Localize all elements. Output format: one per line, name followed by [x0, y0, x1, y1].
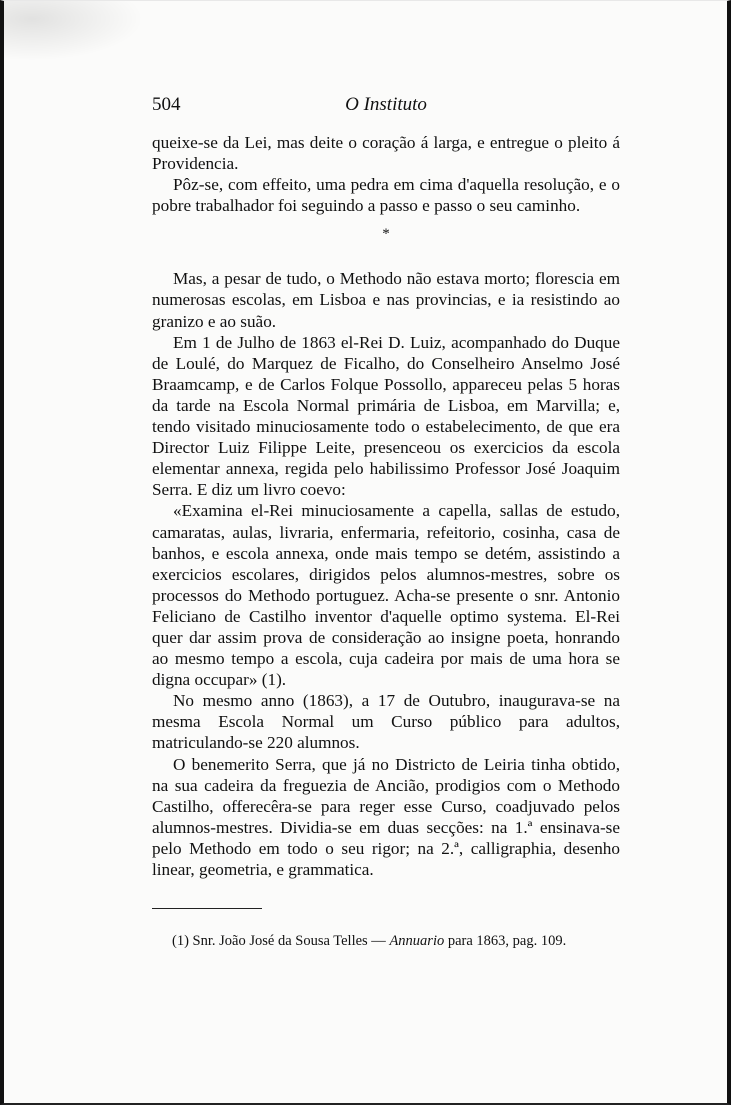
scan-smudge — [4, 1, 144, 61]
paragraph: Mas, a pesar de tudo, o Methodo não estava morto; florescia em numerosas escolas, em Lisboa e nas provincias, e ia resistindo ao granizo e ao suão. — [152, 269, 620, 331]
running-title: O Instituto — [345, 94, 427, 115]
footnote-rule — [152, 908, 262, 909]
running-header — [152, 94, 620, 118]
footnote-text: Snr. João José da Sousa Telles — — [192, 933, 386, 949]
paragraph: O benemerito Serra, que já no Districto de Leiria tinha obtido, na sua cadeira da freguezia de Ancião, prodigios com o Methodo Castilho, offerecêra-se para reger esse Curso, coadjuvado pelos alumnos-mestres. Dividia-se em duas secções: na 1.ª ensinava-se pelo Methodo em todo o seu rigor; na 2.ª, calligraphia, desenho linear, geometria, e grammatica. — [152, 754, 620, 879]
footnote — [172, 933, 632, 950]
paragraph: No mesmo anno (1863), a 17 de Outubro, inaugurava-se na mesma Escola Normal um Curso público para adultos, matriculando-se 220 alumnos. — [152, 691, 620, 753]
footnote-marker: (1) — [172, 933, 189, 949]
quoted-paragraph: «Examina el-Rei minuciosamente a capella, sallas de estudo, camaratas, aulas, livraria, enfermaria, refeitorio, cosinha, casa de banhos, e escola annexa, onde mais tempo se detém, assistindo a exercicios escolares, dirigidos pelos alumnos-mestres, sobre os processos do Methodo portuguez. Acha-se presente o snr. Antonio Feliciano de Castilho inventor d'aquelle optimo systema. El-Rei quer dar assim prova de consideração ao insigne poeta, honrando ao mesmo tempo a escola, cuja cadeira por mais de uma hora se digna occupar» (1). — [152, 501, 620, 690]
footnote-title: Annuario — [389, 933, 445, 949]
paragraph: Em 1 de Julho de 1863 el-Rei D. Luiz, acompanhado do Duque de Loulé, do Marquez de Ficalho, do Conselheiro Anselmo José Braamcamp, e de Carlos Folque Possollo, appareceu pelas 5 horas da tarde na Escola Normal primária de Lisboa, em Marvilla; e, tendo visitado minuciosamente todo o estabelecimento, de que era Director Luiz Filippe Leite, presenceou os exercicios da escola elementar annexa, regida pelo habilissimo Professor José Joaquim Serra. E diz um livro coevo: — [152, 332, 620, 500]
page-body — [152, 132, 620, 880]
section-asterism: * — [382, 226, 390, 243]
paragraph: queixe-se da Lei, mas deite o coração á larga, e entregue o pleito á Providencia. — [152, 133, 620, 174]
page-number: 504 — [152, 94, 181, 115]
paragraph: Pôz-se, com effeito, uma pedra em cima d'aquella resolução, e o pobre trabalhador foi seguindo a passo e passo o seu caminho. — [152, 175, 620, 216]
footnote-citation: para 1863, pag. 109. — [447, 933, 567, 949]
